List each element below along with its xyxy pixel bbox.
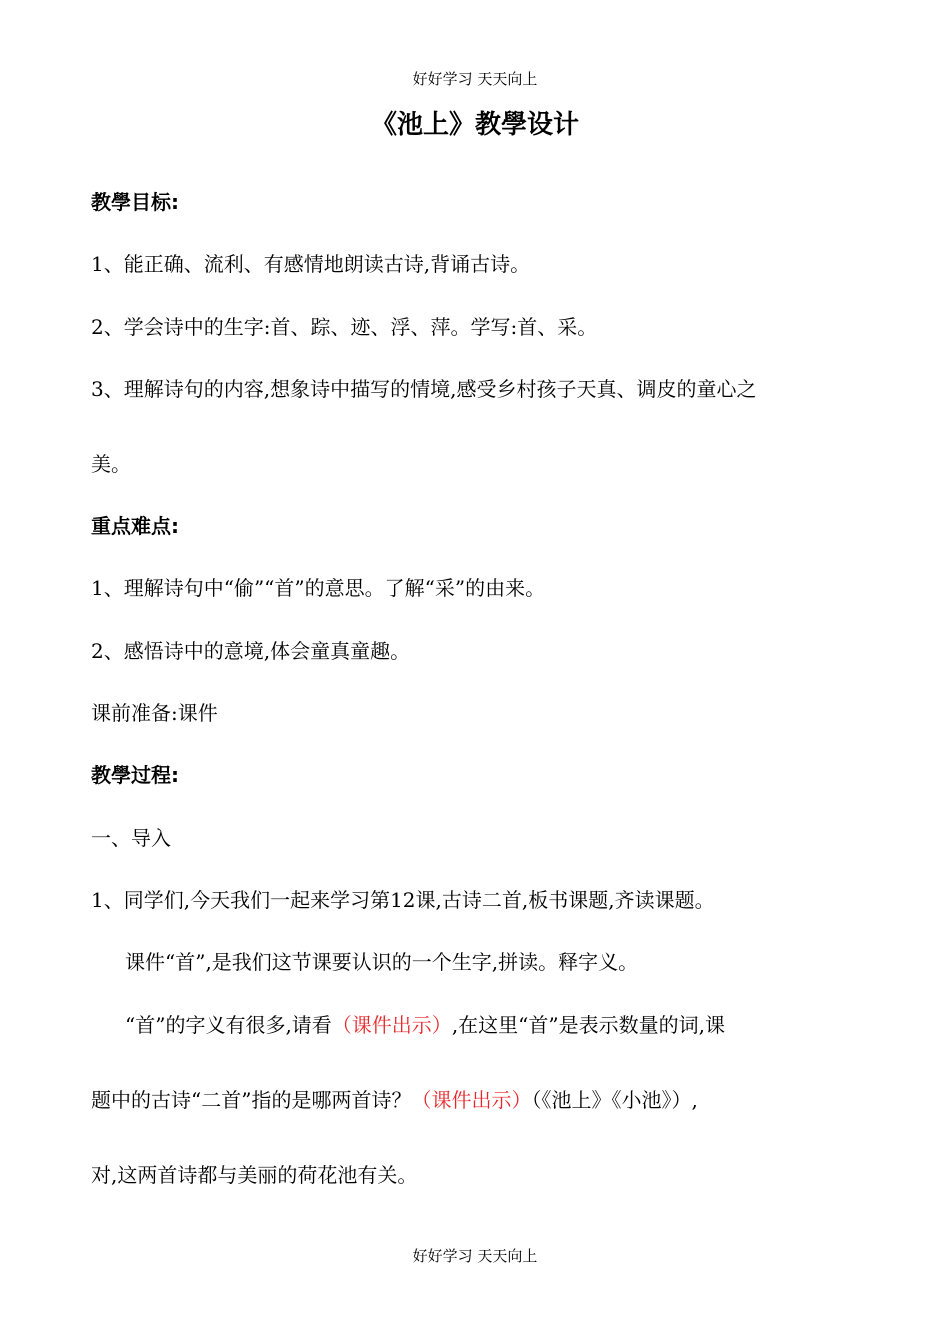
courseware-note: （课件出示）	[331, 1013, 452, 1037]
paragraph-3-text-a: 题中的古诗“二首”指的是哪两首诗？	[91, 1088, 412, 1112]
paragraph-2-text-a: “首”的字义有很多,请看	[125, 1013, 332, 1037]
document-title: 《池上》教學设计	[370, 110, 579, 140]
goal-item-3-continued: 美。	[91, 452, 131, 476]
goal-item-1: 1、能正确、流利、有感情地朗读古诗,背诵古诗。	[91, 252, 531, 276]
paragraph-3-text-b: （《池上》《小池》）,	[531, 1088, 698, 1112]
courseware-note: （课件出示）	[411, 1088, 532, 1112]
goal-item-2: 2、学会诗中的生字:首、踪、迹、浮、萍。学写:首、采。	[91, 315, 598, 339]
paragraph-2-text-b: ,在这里“首”是表示数量的词,课	[451, 1013, 725, 1037]
goals-heading: 教學目标:	[91, 190, 179, 214]
key-points-heading: 重点难点:	[91, 514, 179, 538]
step-1: 1、同学们,今天我们一起来学习第12课,古诗二首,板书课题,齐读课题。	[91, 888, 715, 912]
goal-item-3: 3、理解诗句的内容,想象诗中描写的情境,感受乡村孩子天真、调皮的童心之	[91, 377, 757, 401]
page-footer: 好好学习 天天向上	[412, 1247, 538, 1265]
paragraph-1: 课件“首”,是我们这节课要认识的一个生字,拼读。释字义。	[125, 950, 639, 974]
paragraph-2	[125, 1009, 725, 1038]
page-header: 好好学习 天天向上	[412, 70, 538, 88]
key-point-item-2: 2、感悟诗中的意境,体会童真童趣。	[91, 639, 411, 663]
key-point-item-1: 1、理解诗句中“偷”“首”的意思。了解“采”的由来。	[91, 576, 546, 600]
paragraph-4: 对,这两首诗都与美丽的荷花池有关。	[91, 1163, 418, 1187]
preparation-line: 课前准备:课件	[91, 701, 218, 725]
paragraph-3	[91, 1084, 698, 1113]
process-heading: 教學过程:	[91, 763, 179, 787]
section-intro-heading: 一、导入	[91, 826, 171, 850]
